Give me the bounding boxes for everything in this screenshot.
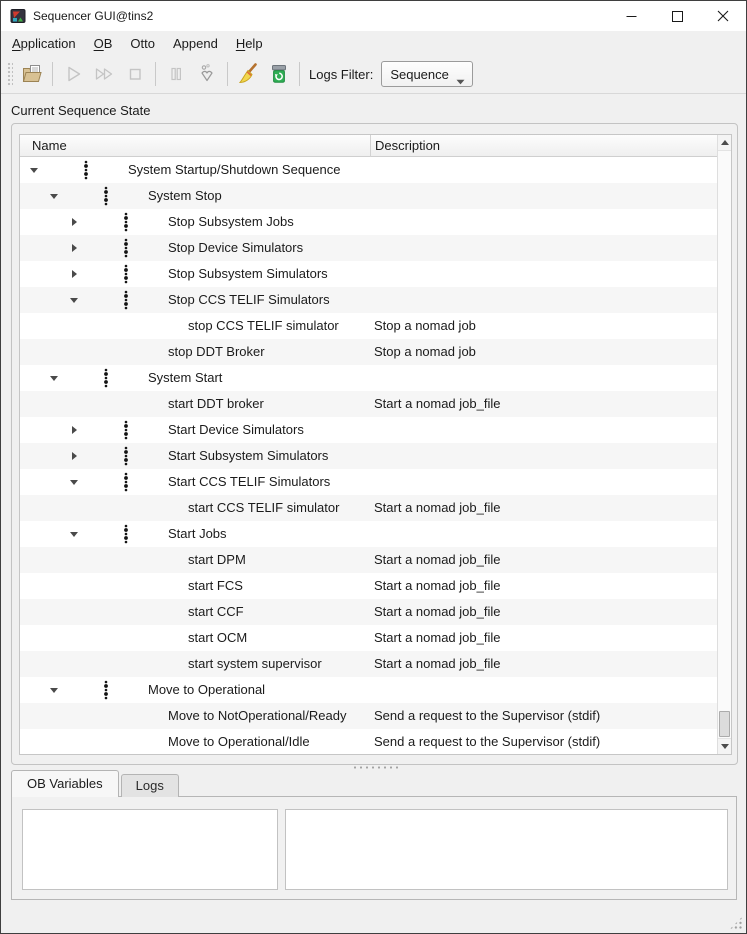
node-name: Start Jobs bbox=[168, 526, 227, 541]
table-row[interactable] bbox=[20, 313, 717, 339]
column-header-description[interactable]: Description bbox=[370, 135, 717, 157]
expand-arrow-icon[interactable] bbox=[49, 365, 59, 391]
node-name: start CCS TELIF simulator bbox=[188, 500, 340, 515]
app-icon bbox=[10, 8, 26, 24]
table-row[interactable] bbox=[20, 573, 717, 599]
tab-logs[interactable]: Logs bbox=[121, 774, 179, 797]
node-description bbox=[370, 287, 717, 313]
close-button[interactable] bbox=[700, 1, 746, 31]
tab-ob-variables[interactable]: OB Variables bbox=[11, 770, 119, 797]
node-description bbox=[370, 365, 717, 391]
column-header-name[interactable]: Name bbox=[32, 138, 67, 153]
sequence-node-icon bbox=[122, 235, 130, 261]
table-row[interactable] bbox=[20, 495, 717, 521]
table-row[interactable] bbox=[20, 365, 717, 391]
horizontal-splitter-handle[interactable] bbox=[352, 765, 398, 770]
sequence-tree-table bbox=[19, 134, 732, 755]
expand-arrow-icon[interactable] bbox=[29, 157, 39, 183]
node-description bbox=[370, 521, 717, 547]
table-row[interactable] bbox=[20, 625, 717, 651]
menu-otto[interactable]: Otto bbox=[130, 35, 155, 51]
node-name: Move to Operational/Idle bbox=[168, 734, 310, 749]
expand-arrow-icon[interactable] bbox=[69, 209, 79, 235]
node-description bbox=[370, 677, 717, 703]
node-name: System Start bbox=[148, 370, 223, 385]
node-name: stop CCS TELIF simulator bbox=[188, 318, 339, 333]
menu-application[interactable]: Application bbox=[12, 35, 76, 51]
table-row[interactable] bbox=[20, 235, 717, 261]
toolbar-separator bbox=[155, 62, 156, 86]
clean-logs-icon bbox=[236, 62, 260, 86]
node-name: start system supervisor bbox=[188, 656, 322, 671]
node-description: Start a nomad job_file bbox=[374, 396, 501, 411]
play-button[interactable] bbox=[60, 61, 86, 87]
ob-variables-list[interactable] bbox=[22, 809, 278, 890]
node-description bbox=[370, 209, 717, 235]
node-description: Send a request to the Supervisor (stdif) bbox=[374, 734, 601, 749]
table-row[interactable] bbox=[20, 183, 717, 209]
node-name: start OCM bbox=[188, 630, 248, 645]
minimize-button[interactable] bbox=[608, 1, 654, 31]
expand-arrow-icon[interactable] bbox=[69, 261, 79, 287]
node-description bbox=[370, 443, 717, 469]
expand-arrow-icon[interactable] bbox=[69, 443, 79, 469]
scrollbar-down-button[interactable] bbox=[718, 738, 731, 754]
table-header bbox=[20, 135, 717, 157]
toolbar-separator bbox=[299, 62, 300, 86]
table-row[interactable] bbox=[20, 729, 717, 754]
toolbar-drag-handle[interactable] bbox=[6, 61, 13, 87]
node-name: start FCS bbox=[188, 578, 243, 593]
node-name: Stop Subsystem Jobs bbox=[168, 214, 294, 229]
node-description: Start a nomad job_file bbox=[374, 656, 501, 671]
sequence-groupbox bbox=[11, 123, 738, 765]
table-row[interactable] bbox=[20, 157, 717, 183]
node-description: Start a nomad job_file bbox=[374, 500, 501, 515]
expand-arrow-icon[interactable] bbox=[49, 183, 59, 209]
toolbar bbox=[1, 55, 746, 94]
node-name: System Stop bbox=[148, 188, 222, 203]
node-description: Send a request to the Supervisor (stdif) bbox=[374, 708, 601, 723]
logs-filter-label: Logs Filter: bbox=[309, 66, 374, 82]
window-controls bbox=[608, 1, 746, 31]
toolbar-separator bbox=[227, 62, 228, 86]
toolbar-buttons bbox=[19, 61, 307, 87]
open-sequence-icon bbox=[20, 62, 44, 86]
expand-arrow-icon[interactable] bbox=[69, 287, 79, 313]
table-row[interactable] bbox=[20, 261, 717, 287]
sequence-node-icon bbox=[102, 365, 110, 391]
node-description: Stop a nomad job bbox=[374, 344, 476, 359]
expand-arrow-icon[interactable] bbox=[49, 677, 59, 703]
node-name: Move to NotOperational/Ready bbox=[168, 708, 347, 723]
menu-help[interactable]: Help bbox=[235, 35, 263, 51]
node-name: Start Subsystem Simulators bbox=[168, 448, 329, 463]
ob-variables-panel bbox=[11, 796, 737, 900]
table-row[interactable] bbox=[20, 209, 717, 235]
node-name: Stop Device Simulators bbox=[168, 240, 304, 255]
table-row[interactable] bbox=[20, 391, 717, 417]
fast-forward-icon bbox=[92, 62, 116, 86]
clear-trash-icon bbox=[267, 62, 291, 86]
sequence-node-icon bbox=[122, 287, 130, 313]
expand-arrow-icon[interactable] bbox=[69, 469, 79, 495]
logs-filter-value: Sequence bbox=[390, 66, 449, 82]
tree-rows bbox=[20, 157, 717, 754]
stop-icon bbox=[123, 62, 147, 86]
table-row[interactable] bbox=[20, 443, 717, 469]
table-row[interactable] bbox=[20, 417, 717, 443]
step-button[interactable] bbox=[194, 61, 220, 87]
expand-arrow-icon[interactable] bbox=[69, 521, 79, 547]
clear-trash-button[interactable] bbox=[266, 61, 292, 87]
node-description bbox=[370, 261, 717, 287]
node-description bbox=[370, 469, 717, 495]
pause-button[interactable] bbox=[163, 61, 189, 87]
sequence-node-icon bbox=[122, 469, 130, 495]
chevron-down-icon bbox=[456, 73, 465, 88]
vertical-scrollbar[interactable] bbox=[717, 135, 731, 754]
sequence-node-icon bbox=[122, 521, 130, 547]
sequence-node-icon bbox=[122, 209, 130, 235]
node-description: Start a nomad job_file bbox=[374, 578, 501, 593]
node-name: Stop Subsystem Simulators bbox=[168, 266, 328, 281]
node-description: Start a nomad job_file bbox=[374, 604, 501, 619]
menubar bbox=[1, 31, 746, 55]
sequence-node-icon bbox=[102, 183, 110, 209]
table-row[interactable] bbox=[20, 651, 717, 677]
tabbar bbox=[11, 770, 179, 797]
node-description bbox=[370, 157, 717, 183]
table-row[interactable] bbox=[20, 469, 717, 495]
node-name: Move to Operational bbox=[148, 682, 266, 697]
expand-arrow-icon[interactable] bbox=[69, 417, 79, 443]
menu-ob[interactable]: OB bbox=[93, 35, 113, 51]
table-row[interactable] bbox=[20, 339, 717, 365]
logs-filter-combobox[interactable] bbox=[381, 61, 473, 87]
expand-arrow-icon[interactable] bbox=[69, 235, 79, 261]
node-name: Stop CCS TELIF Simulators bbox=[168, 292, 330, 307]
menu-append[interactable]: Append bbox=[172, 35, 218, 51]
table-row[interactable] bbox=[20, 599, 717, 625]
pause-icon bbox=[164, 62, 188, 86]
sequence-node-icon bbox=[122, 443, 130, 469]
section-title: Current Sequence State bbox=[11, 103, 151, 118]
open-sequence-button[interactable] bbox=[19, 61, 45, 87]
sequence-node-icon bbox=[102, 677, 110, 703]
table-row[interactable] bbox=[20, 521, 717, 547]
node-name: stop DDT Broker bbox=[168, 344, 265, 359]
table-row[interactable] bbox=[20, 703, 717, 729]
node-description: Stop a nomad job bbox=[374, 318, 476, 333]
clean-logs-button[interactable] bbox=[235, 61, 261, 87]
play-icon bbox=[61, 62, 85, 86]
sequence-node-icon bbox=[122, 261, 130, 287]
node-name: Start Device Simulators bbox=[168, 422, 304, 437]
node-description bbox=[370, 417, 717, 443]
scrollbar-thumb[interactable] bbox=[719, 711, 730, 737]
sequence-node-icon bbox=[122, 417, 130, 443]
node-name: start DPM bbox=[188, 552, 246, 567]
table-row[interactable] bbox=[20, 287, 717, 313]
window-title: Sequencer GUI@tins2 bbox=[33, 9, 154, 23]
maximize-button[interactable] bbox=[654, 1, 700, 31]
scrollbar-up-button[interactable] bbox=[718, 135, 731, 151]
sequence-node-icon bbox=[82, 157, 90, 183]
stop-button[interactable] bbox=[122, 61, 148, 87]
step-icon bbox=[195, 62, 219, 86]
node-description bbox=[370, 235, 717, 261]
table-row[interactable] bbox=[20, 547, 717, 573]
fast-forward-button[interactable] bbox=[91, 61, 117, 87]
resize-grip[interactable] bbox=[729, 916, 743, 930]
titlebar bbox=[1, 1, 746, 31]
node-description: Start a nomad job_file bbox=[374, 630, 501, 645]
node-name: System Startup/Shutdown Sequence bbox=[128, 162, 341, 177]
node-name: start DDT broker bbox=[168, 396, 264, 411]
node-name: start CCF bbox=[188, 604, 244, 619]
toolbar-separator bbox=[52, 62, 53, 86]
node-name: Start CCS TELIF Simulators bbox=[168, 474, 331, 489]
ob-variables-detail[interactable] bbox=[285, 809, 728, 890]
node-description bbox=[370, 183, 717, 209]
table-row[interactable] bbox=[20, 677, 717, 703]
node-description: Start a nomad job_file bbox=[374, 552, 501, 567]
